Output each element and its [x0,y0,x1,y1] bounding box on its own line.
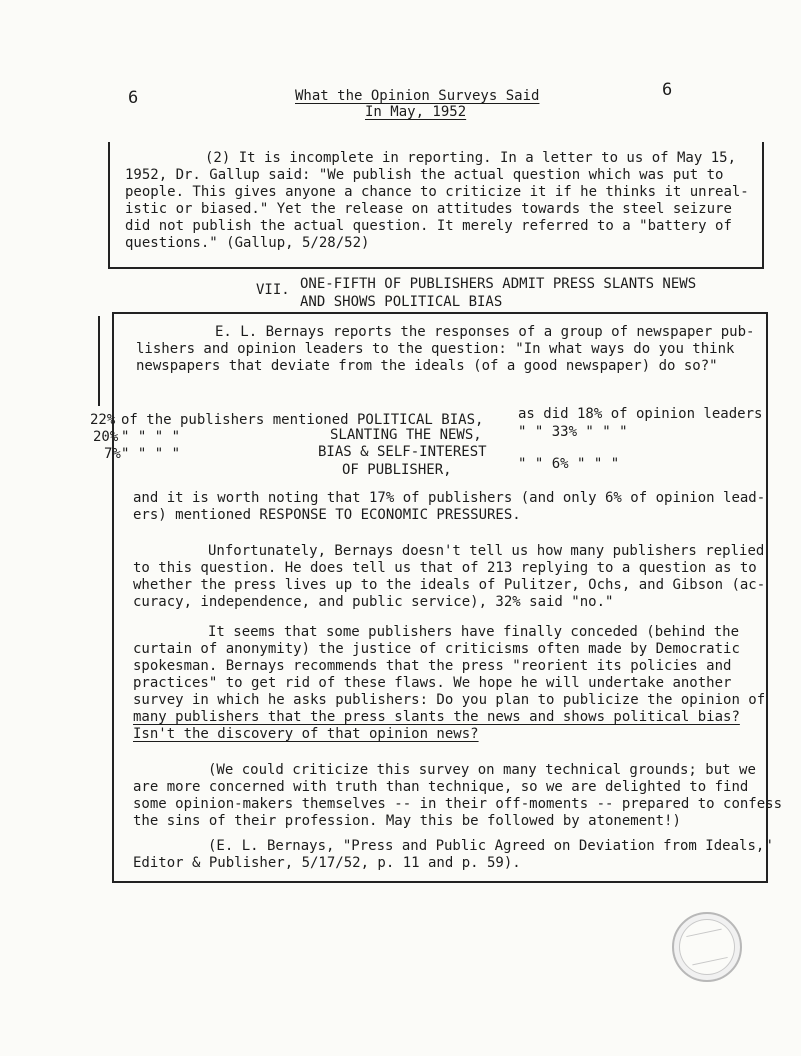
section-heading-line-2: AND SHOWS POLITICAL BIAS [300,294,503,310]
para2-line-4: curacy, independence, and public service), 32% said "no." [133,594,614,610]
margin-mark [98,316,100,406]
para2-line-3: whether the press lives up to the ideals of Pulitzer, Ochs, and Gibson (ac- [133,577,766,593]
para3-line-6: many publishers that the press slants the news and shows political bias? [133,709,740,725]
para3-line-7: Isn't the discovery of that opinion news? [133,726,479,742]
page-subtitle: In May, 1952 [365,104,467,120]
para4-line-1: (We could criticize this survey on many technical grounds; but we [208,762,756,778]
row3-opinion: " " 6% " " " [518,456,620,472]
worth-line-1: and it is worth noting that 17% of publishers (and only 6% of opinion lead- [133,490,766,506]
page-number-left: 6 [128,88,139,108]
row3-ditto: " " " " [121,446,181,462]
row3-pub-pct: 7% [104,446,121,462]
row1-pub-pct: 22% [90,412,116,428]
row2-opinion: " " 33% " " " [518,424,628,440]
para4-line-3: some opinion-makers themselves -- in their off-moments -- prepared to confess [133,796,783,812]
para3-line-5: survey in which he asks publishers: Do you plan to publicize the opinion of [133,692,766,708]
intro-line-2: lishers and opinion leaders to the question: "In what ways do you think [136,341,735,357]
row1-opinion: as did 18% of opinion leaders [518,406,763,422]
page-title: What the Opinion Surveys Said [295,88,540,104]
citation-line-1: (E. L. Bernays, "Press and Public Agreed on Deviation from Ideals," [208,838,773,854]
para2-line-1: Unfortunately, Bernays doesn't tell us how many publishers replied [208,543,765,559]
s1-line-1: (2) It is incomplete in reporting. In a letter to us of May 15, [205,150,737,166]
section-heading-line-1: ONE-FIFTH OF PUBLISHERS ADMIT PRESS SLANTS NEWS [300,276,697,292]
page-number-right: 6 [662,80,673,100]
s1-line-2: 1952, Dr. Gallup said: "We publish the actual question which was put to [125,167,724,183]
row2-label: SLANTING THE NEWS, [330,427,482,443]
row3-label-1: BIAS & SELF-INTEREST [318,444,487,460]
s1-line-3: people. This gives anyone a chance to criticize it if he thinks it unreal- [125,184,749,200]
para2-line-2: to this question. He does tell us that of 213 replying to a question as to [133,560,757,576]
para3-line-3: spokesman. Bernays recommends that the press "reorient its policies and [133,658,732,674]
para4-line-2: are more concerned with truth than technique, so we are delighted to find [133,779,749,795]
worth-line-2: ers) mentioned RESPONSE TO ECONOMIC PRESSURES. [133,507,521,523]
row2-pub-pct: 20% [93,429,119,445]
para3-line-4: practices" to get rid of these flaws. We hope he will undertake another [133,675,732,691]
para3-line-1: It seems that some publishers have finally conceded (behind the [208,624,740,640]
intro-line-3: newspapers that deviate from the ideals (of a good newspaper) do so?" [136,358,718,374]
citation-line-2: Editor & Publisher, 5/17/52, p. 11 and p. 59). [133,855,521,871]
row1-label: of the publishers mentioned POLITICAL BIAS, [121,412,484,428]
archive-stamp [672,912,742,982]
row2-ditto: " " " " [121,429,181,445]
s1-line-5: did not publish the actual question. It merely referred to a "battery of [125,218,732,234]
s1-line-6: questions." (Gallup, 5/28/52) [125,235,370,251]
row3-label-2: OF PUBLISHER, [342,462,452,478]
s1-line-4: istic or biased." Yet the release on attitudes towards the steel seizure [125,201,732,217]
para3-line-2: curtain of anonymity) the justice of criticisms often made by Democratic [133,641,740,657]
section-numeral: VII. [256,282,290,298]
para4-line-4: the sins of their profession. May this be followed by atonement!) [133,813,681,829]
intro-line-1: E. L. Bernays reports the responses of a group of newspaper pub- [215,324,755,340]
